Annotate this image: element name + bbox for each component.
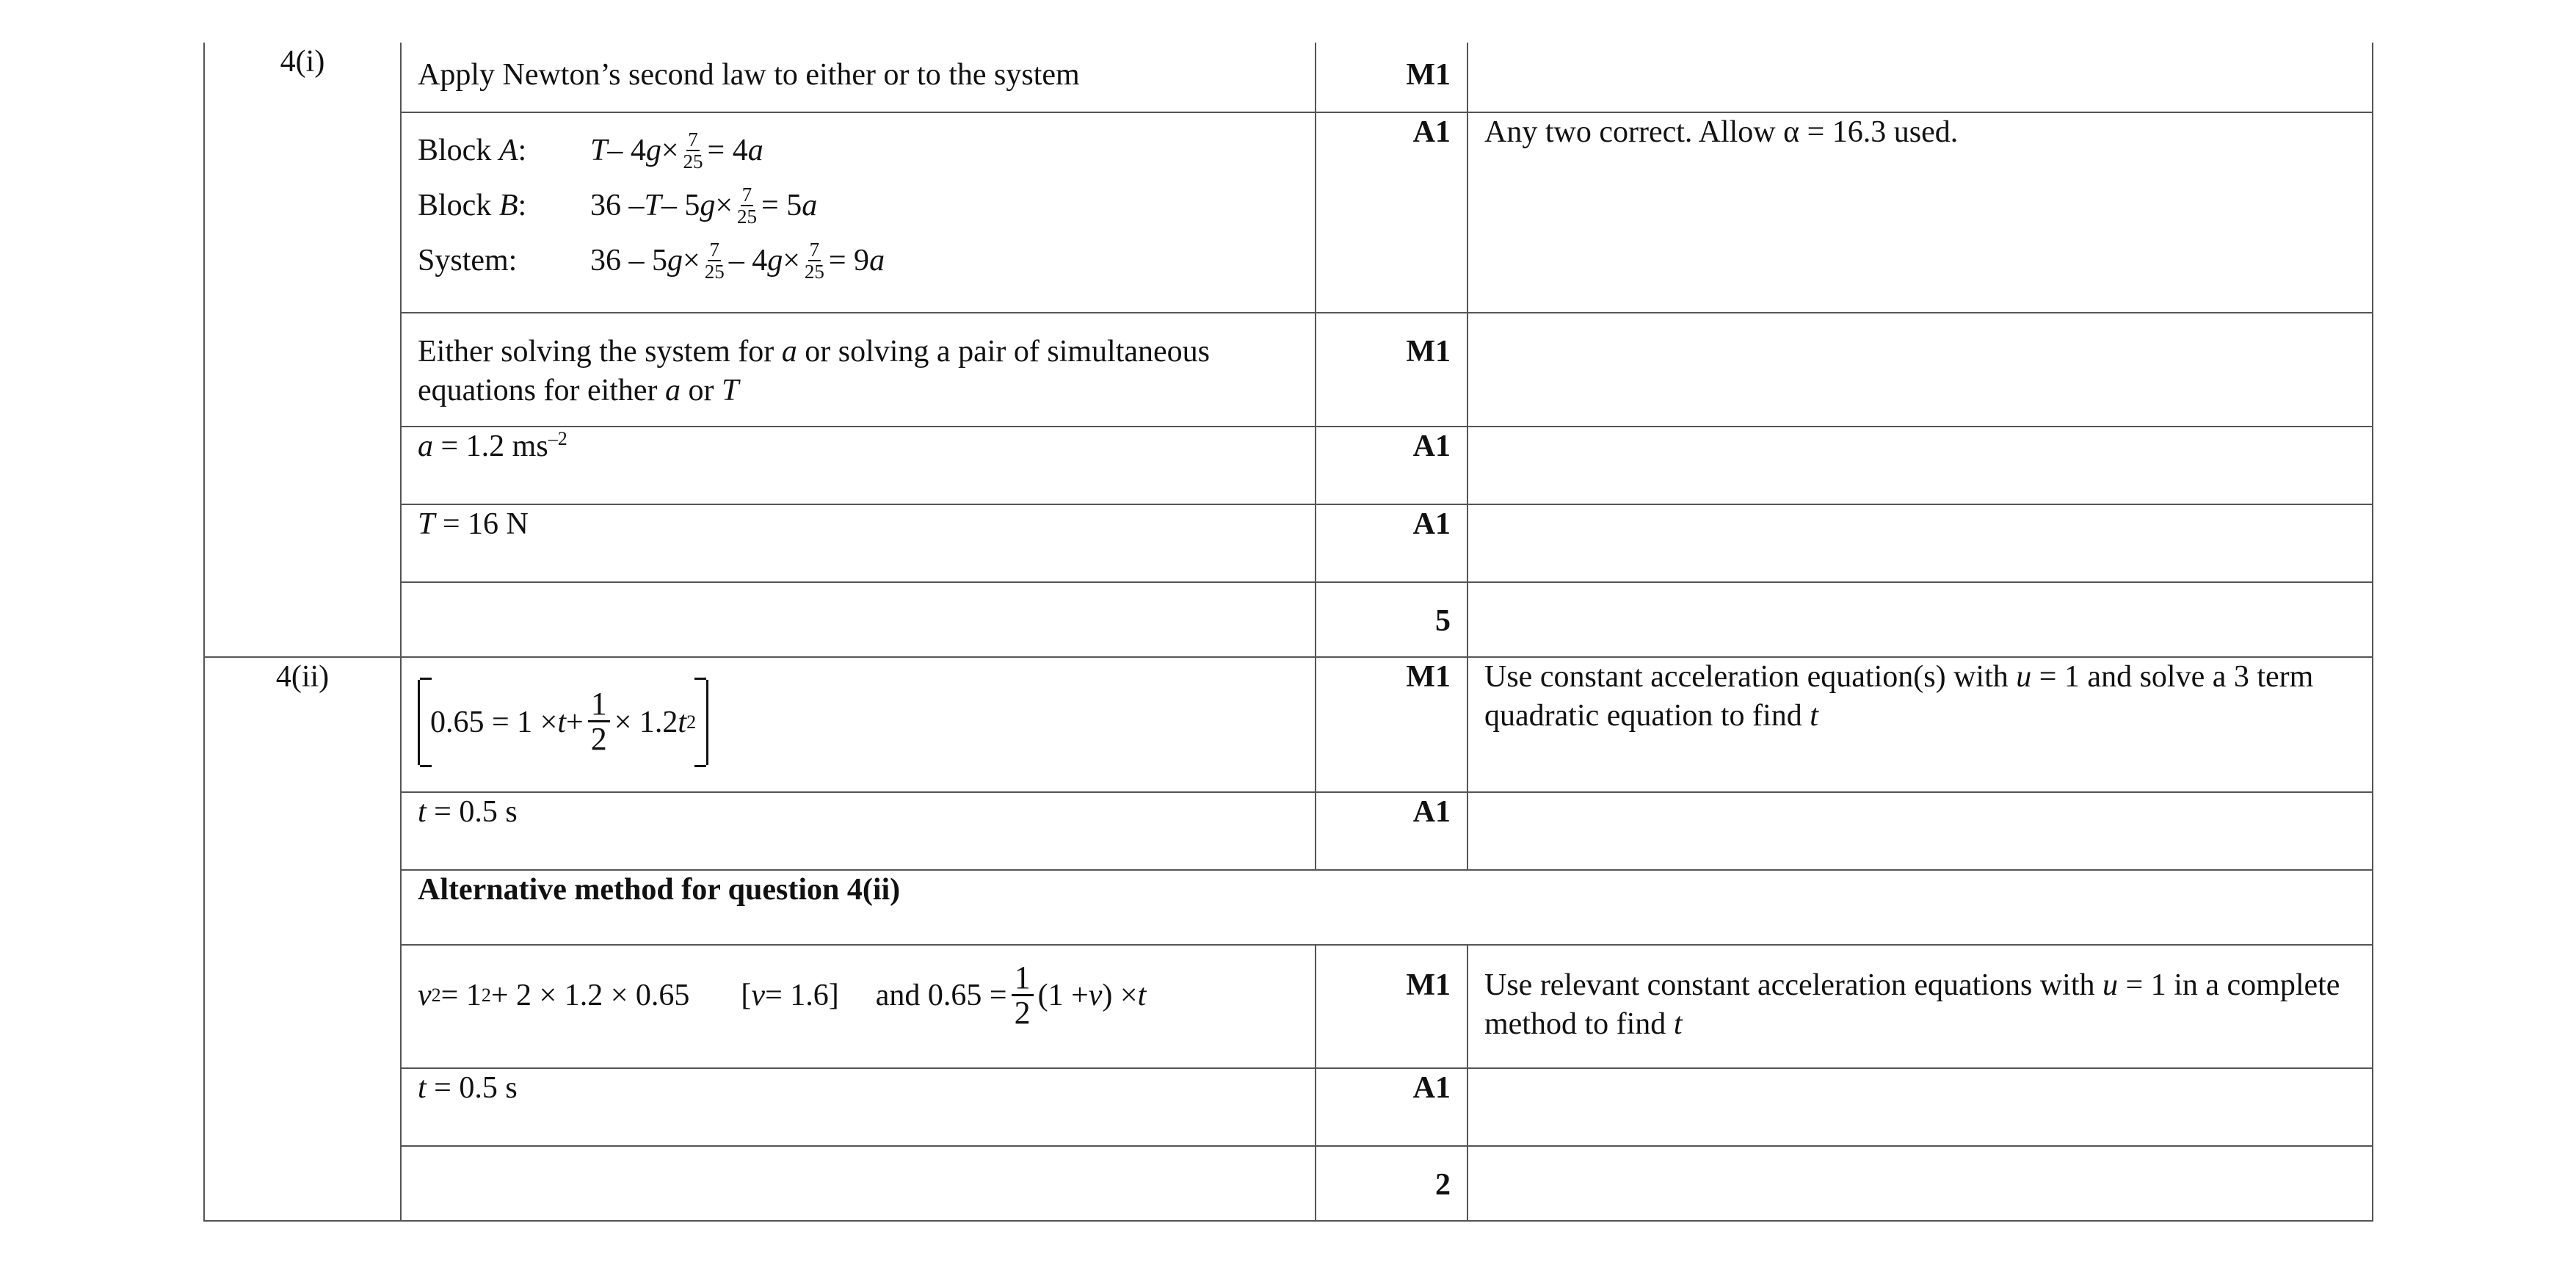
bracketed-equation: 0.65 = 1 × t + $\frac{1}{2}$ × 1.2 t 2 xyxy=(418,680,708,765)
fraction: $\frac{7}{25}$ xyxy=(704,238,725,283)
guidance-cell xyxy=(1467,582,2373,657)
question-number: 4(i) xyxy=(204,43,401,657)
guidance-cell: Use constant acceleration equation(s) with u = 1 and solve a 3 term quadratic equation to find t xyxy=(1467,657,2373,792)
alternative-equation: v 2 = 1 2 + 2 × 1.2 × 0.65 [ v = 1.6] and 0.65 = $\frac{1}{2}$ (1 + v ) × t xyxy=(418,960,1147,1031)
answer-cell xyxy=(401,1146,1316,1221)
fraction: $\frac{7}{25}$ xyxy=(804,238,824,283)
mark-cell: A1 xyxy=(1316,427,1467,504)
table-row xyxy=(204,792,2373,870)
mark-cell: A1 xyxy=(1316,1068,1467,1146)
answer-cell xyxy=(401,112,1316,313)
fraction: $\frac{1}{2}$ xyxy=(1012,962,1034,1030)
mark-cell: M1 xyxy=(1316,313,1467,427)
table-row xyxy=(204,870,2373,945)
mark-cell: M1 xyxy=(1316,43,1467,112)
table-row xyxy=(204,313,2373,427)
table-row xyxy=(204,1146,2373,1221)
answer-cell: a = 1.2 $ms^{-2}$ xyxy=(401,427,1316,504)
answer-cell: Apply Newton’s second law to either or to the system xyxy=(401,43,1316,112)
guidance-cell xyxy=(1467,504,2373,582)
guidance-cell xyxy=(1467,313,2373,427)
guidance-cell xyxy=(1467,1146,2373,1221)
guidance-cell: Any two correct. Allow α = 16.3 used. xyxy=(1467,112,2373,313)
mark-cell: A1 xyxy=(1316,112,1467,313)
guidance-cell xyxy=(1467,792,2373,870)
mark-scheme-table xyxy=(203,43,2373,1222)
answer-cell: t = 0.5 s xyxy=(401,792,1316,870)
table-row xyxy=(204,1068,2373,1146)
total-mark-cell: 5 xyxy=(1316,582,1467,657)
mark-cell: M1 xyxy=(1316,945,1467,1068)
guidance-cell: Use relevant constant acceleration equations with u = 1 in a complete method to find t xyxy=(1467,945,2373,1068)
table-row xyxy=(204,43,2373,112)
mark-cell: M1 xyxy=(1316,657,1467,792)
answer-cell: T = 16 N xyxy=(401,504,1316,582)
table-row xyxy=(204,945,2373,1068)
answer-cell: Either solving the system for a or solving a pair of simultaneous equations for either a or T xyxy=(401,313,1316,427)
fraction: $\frac{7}{25}$ xyxy=(683,128,703,173)
table-row xyxy=(204,427,2373,504)
table-row xyxy=(204,582,2373,657)
table-row xyxy=(204,112,2373,313)
guidance-cell xyxy=(1467,1068,2373,1146)
mark-cell: A1 xyxy=(1316,504,1467,582)
mark-cell: A1 xyxy=(1316,792,1467,870)
total-mark-cell: 2 xyxy=(1316,1146,1467,1221)
guidance-cell xyxy=(1467,427,2373,504)
answer-cell xyxy=(401,582,1316,657)
equation-block-a: Block A: T – 4 g × $\frac{7}{25}$ = 4 a xyxy=(418,128,763,173)
table-row xyxy=(204,657,2373,792)
fraction: $\frac{7}{25}$ xyxy=(737,183,758,228)
equation-block-b: Block B: 36 – T – 5 g × $\frac{7}{25}$ = 5 a xyxy=(418,183,818,228)
answer-cell xyxy=(401,657,1316,792)
answer-cell xyxy=(401,945,1316,1068)
table-row xyxy=(204,504,2373,582)
guidance-cell xyxy=(1467,43,2373,112)
equation-system: System: 36 – 5 g × $\frac{7}{25}$ – 4 g × $\frac{7}{25}$ = 9 a xyxy=(418,238,885,283)
answer-cell: t = 0.5 s xyxy=(401,1068,1316,1146)
fraction: $\frac{1}{2}$ xyxy=(588,688,610,756)
question-number: 4(ii) xyxy=(204,657,401,1221)
alternative-method-heading: Alternative method for question 4(ii) xyxy=(401,870,2373,945)
